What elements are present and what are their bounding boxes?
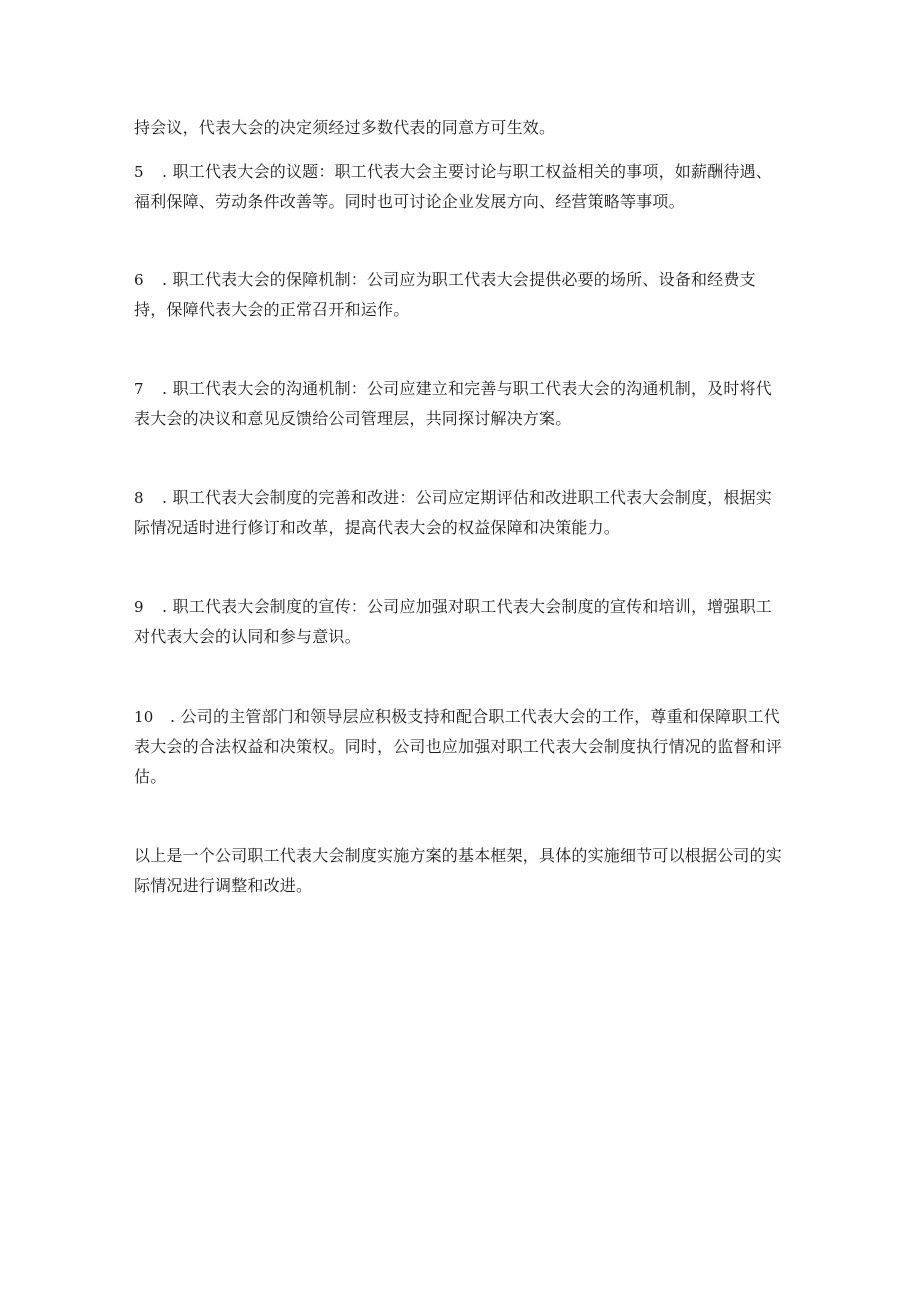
item-number: 5 — [134, 163, 144, 181]
continuation-paragraph — [134, 113, 786, 143]
item-number: 6 — [134, 271, 144, 289]
list-item-8 — [134, 483, 786, 543]
item-text: . 职工代表大会制度的完善和改进：公司应定期评估和改进职工代表大会制度，根据实际情况适时进行修订和改革，提高代表大会的权益保障和决策能力。 — [134, 488, 772, 537]
item-text: . 职工代表大会制度的宣传：公司应加强对职工代表大会制度的宣传和培训，增强职工对代表大会的认同和参与意识。 — [134, 597, 772, 646]
item-text: . 公司的主管部门和领导层应积极支持和配合职工代表大会的工作，尊重和保障职工代表大会的合法权益和决策权。同时，公司也应加强对职工代表大会制度执行情况的监督和评估。 — [134, 707, 783, 786]
item-text: . 职工代表大会的沟通机制：公司应建立和完善与职工代表大会的沟通机制，及时将代表大会的决议和意见反馈给公司管理层，共同探讨解决方案。 — [134, 379, 772, 428]
item-text: . 职工代表大会的保障机制：公司应为职工代表大会提供必要的场所、设备和经费支持，保障代表大会的正常召开和运作。 — [134, 270, 756, 319]
list-item-5 — [134, 157, 786, 217]
item-number: 7 — [134, 380, 144, 398]
conclusion-text: 以上是一个公司职工代表大会制度实施方案的基本框架，具体的实施细节可以根据公司的实际情况进行调整和改进。 — [134, 846, 783, 895]
item-text: . 职工代表大会的议题：职工代表大会主要讨论与职工权益相关的事项，如薪酬待遇、福利保障、劳动条件改善等。同时也可讨论企业发展方向、经营策略等事项。 — [134, 162, 772, 211]
item-number: 9 — [134, 598, 144, 616]
list-item-9 — [134, 592, 786, 652]
list-item-10 — [134, 702, 786, 792]
list-item-7 — [134, 374, 786, 434]
item-number: 10 — [134, 708, 154, 726]
conclusion-paragraph — [134, 841, 786, 901]
list-item-6 — [134, 265, 786, 325]
continuation-text: 持会议，代表大会的决定须经过多数代表的同意方可生效。 — [134, 118, 556, 137]
item-number: 8 — [134, 489, 144, 507]
